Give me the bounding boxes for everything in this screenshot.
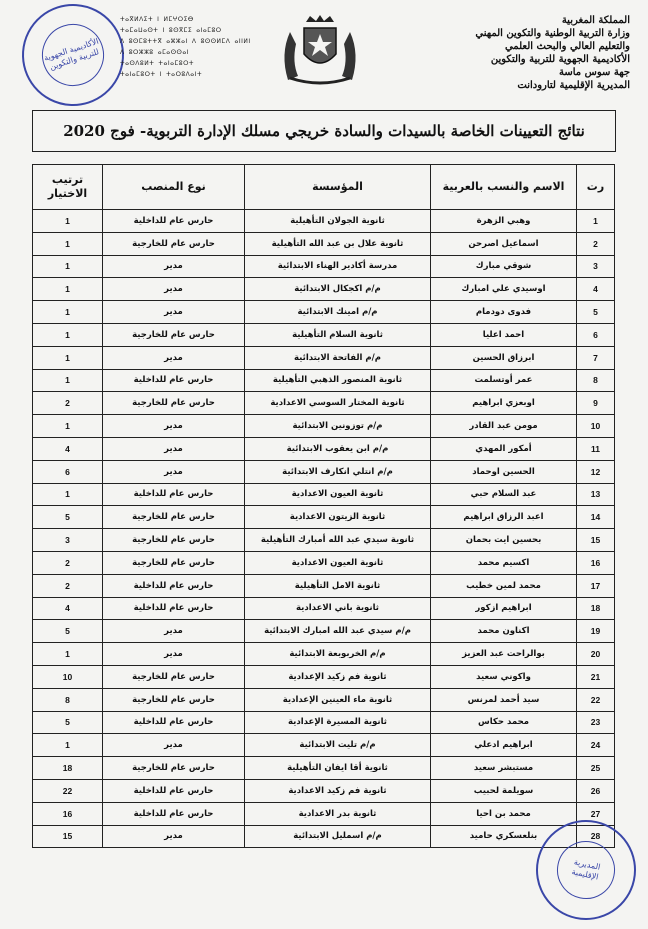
tifinagh-line: ⴷ ⵓⵙⵎⵓⵜⵜⴳ ⴰⵣⵣⴰⵏ ⴷ ⵓⵙⵙⵍⵎⴷ ⴰⵏⵏⵍⵏ (120, 38, 251, 45)
row-institution: م/م الفاتحة الابتدائية (245, 346, 431, 369)
tifinagh-line: ⵜⴰⴳⵍⴷⵉⵜ ⵏ ⵍⵎⵖⵔⵉⴱ (120, 16, 194, 23)
row-name: سيد أحمد لمرنس (431, 688, 577, 711)
row-position: حارس عام للداخلية (103, 597, 245, 620)
ministry-line: وزارة التربية الوطنية والتكوين المهني (475, 28, 630, 39)
row-number: 2 (577, 232, 615, 255)
table-row (33, 802, 615, 825)
row-name: بنلعسكري حاميد (431, 825, 577, 848)
row-rank: 1 (33, 346, 103, 369)
row-position: حارس عام للخارجية (103, 506, 245, 529)
header-num: رت (577, 165, 615, 210)
row-rank: 2 (33, 551, 103, 574)
row-position: مدير (103, 734, 245, 757)
row-position: حارس عام للداخلية (103, 802, 245, 825)
row-number: 10 (577, 415, 615, 438)
row-position: حارس عام للخارجية (103, 688, 245, 711)
row-name: احمد اعليا (431, 323, 577, 346)
row-number: 7 (577, 346, 615, 369)
row-name: مستبشر سعيد (431, 757, 577, 780)
ministry-line: المديرية الإقليمية لتارودانت (517, 80, 630, 91)
row-rank: 22 (33, 779, 103, 802)
row-rank: 1 (33, 278, 103, 301)
row-institution: م/م انتلي انكارف الابتدائية (245, 460, 431, 483)
row-rank: 1 (33, 643, 103, 666)
row-number: 4 (577, 278, 615, 301)
row-number: 18 (577, 597, 615, 620)
row-name: اكسيم محمد (431, 551, 577, 574)
row-institution: ثانوية المختار السوسي الاعدادية (245, 392, 431, 415)
table-row (33, 711, 615, 734)
ministry-header (450, 14, 630, 92)
row-number: 19 (577, 620, 615, 643)
table-row (33, 665, 615, 688)
row-rank: 15 (33, 825, 103, 848)
table-row (33, 597, 615, 620)
tifinagh-header (120, 14, 260, 80)
row-position: حارس عام للداخلية (103, 711, 245, 734)
row-institution: م/م الخربوبعة الابتدائية (245, 643, 431, 666)
row-position: حارس عام للخارجية (103, 757, 245, 780)
row-number: 24 (577, 734, 615, 757)
row-name: ابرزاق الحسين (431, 346, 577, 369)
row-rank: 1 (33, 210, 103, 233)
row-institution: ثانوية سيدي عبد الله أمبارك التأهيلية (245, 529, 431, 552)
table-row (33, 529, 615, 552)
directorate-seal-text: المديرية الإقليمية (570, 857, 602, 882)
row-institution: ثانوية العيون الاعدادية (245, 483, 431, 506)
row-name: اوبعزي ابراهيم (431, 392, 577, 415)
row-institution: ثانوية بدر الاعدادية (245, 802, 431, 825)
row-position: مدير (103, 278, 245, 301)
row-institution: م/م ابن يعقوب الابتدائية (245, 437, 431, 460)
row-position: حارس عام للخارجية (103, 323, 245, 346)
row-name: وهبي الزهرة (431, 210, 577, 233)
table-row (33, 415, 615, 438)
academy-seal-text: الأكاديمية الجهوية للتربية والتكوين (42, 36, 101, 72)
row-institution: ثانوية ماء العينين الإعدادية (245, 688, 431, 711)
academy-seal-stamp (9, 0, 138, 119)
row-position: مدير (103, 255, 245, 278)
table-row (33, 210, 615, 233)
row-number: 16 (577, 551, 615, 574)
row-position: حارس عام للداخلية (103, 369, 245, 392)
row-name: الحسين اوحماد (431, 460, 577, 483)
document-title: نتائج التعيينات الخاصة بالسيدات والسادة خريجي مسلك الإدارة التربوية- فوج 2020 (32, 110, 616, 152)
academy-seal-inner (34, 16, 112, 94)
row-number: 5 (577, 301, 615, 324)
row-institution: م/م اكجكال الابتدائية (245, 278, 431, 301)
row-number: 1 (577, 210, 615, 233)
row-position: حارس عام للداخلية (103, 210, 245, 233)
row-name: محمد حكاس (431, 711, 577, 734)
row-rank: 2 (33, 392, 103, 415)
table-row (33, 437, 615, 460)
row-rank: 6 (33, 460, 103, 483)
row-name: أمكور المهدي (431, 437, 577, 460)
row-name: عمر أوتسلمت (431, 369, 577, 392)
row-institution: ثانوية أقا ايفان التأهيلية (245, 757, 431, 780)
row-position: حارس عام للخارجية (103, 392, 245, 415)
row-rank: 1 (33, 483, 103, 506)
ministry-line: والتعليم العالي والبحث العلمي (504, 41, 630, 52)
table-row (33, 369, 615, 392)
table-row (33, 643, 615, 666)
row-name: عبد السلام حبي (431, 483, 577, 506)
row-institution: م/م تليت الابتدائية (245, 734, 431, 757)
row-number: 22 (577, 688, 615, 711)
row-institution: ثانوية السلام التأهيلية (245, 323, 431, 346)
table-row (33, 460, 615, 483)
row-number: 21 (577, 665, 615, 688)
row-name: بحسين ايت بحمان (431, 529, 577, 552)
row-rank: 8 (33, 688, 103, 711)
row-position: مدير (103, 643, 245, 666)
row-name: واكوني سعيد (431, 665, 577, 688)
table-row (33, 574, 615, 597)
row-rank: 1 (33, 301, 103, 324)
row-position: حارس عام للداخلية (103, 483, 245, 506)
tifinagh-line: ⵜⴰⵎⴰⵡⴰⵙⵜ ⵏ ⵓⵙⴳⵎⵉ ⴰⵏⴰⵎⵓⵔ (120, 27, 222, 34)
row-rank: 1 (33, 415, 103, 438)
row-position: حارس عام للخارجية (103, 551, 245, 574)
row-rank: 5 (33, 506, 103, 529)
row-rank: 1 (33, 255, 103, 278)
ministry-line: المملكة المغربية (561, 15, 630, 26)
row-name: ابراهيم ادعلي (431, 734, 577, 757)
row-institution: م/م امينك الابتدائية (245, 301, 431, 324)
table-row (33, 323, 615, 346)
row-institution: ثانوية الزيتون الاعدادية (245, 506, 431, 529)
row-number: 9 (577, 392, 615, 415)
table-row (33, 734, 615, 757)
row-name: ابراهيم ازكور (431, 597, 577, 620)
table-row (33, 506, 615, 529)
table-row (33, 688, 615, 711)
row-name: اعبد الرزاق ابراهيم (431, 506, 577, 529)
row-position: مدير (103, 346, 245, 369)
row-position: حارس عام للداخلية (103, 574, 245, 597)
row-number: 12 (577, 460, 615, 483)
row-number: 14 (577, 506, 615, 529)
row-name: اكناون محمد (431, 620, 577, 643)
table-row (33, 232, 615, 255)
header-name: الاسم والنسب بالعربية (431, 165, 577, 210)
header-rank: ترتيب الاختيار (33, 165, 103, 210)
row-rank: 1 (33, 734, 103, 757)
header-position: نوع المنصب (103, 165, 245, 210)
row-rank: 4 (33, 597, 103, 620)
tifinagh-line: ⵜⴰⵙⴷⵓⵍⵜ ⵜⴰⵏⴰⵎⵓⵔⵜ (120, 60, 195, 67)
table-row (33, 779, 615, 802)
appointments-table (32, 164, 615, 848)
row-number: 8 (577, 369, 615, 392)
row-number: 23 (577, 711, 615, 734)
row-name: بوالراحت عبد العزيز (431, 643, 577, 666)
row-rank: 5 (33, 620, 103, 643)
row-position: حارس عام للداخلية (103, 779, 245, 802)
table-header-row (33, 165, 615, 210)
row-institution: ثانوية الجولان التأهيلية (245, 210, 431, 233)
directorate-seal-inner (552, 836, 621, 905)
row-position: مدير (103, 620, 245, 643)
row-name: اسماعيل اصرحن (431, 232, 577, 255)
row-position: مدير (103, 301, 245, 324)
row-rank: 10 (33, 665, 103, 688)
row-number: 3 (577, 255, 615, 278)
row-number: 6 (577, 323, 615, 346)
row-name: شوقي مبارك (431, 255, 577, 278)
row-position: مدير (103, 460, 245, 483)
row-rank: 2 (33, 574, 103, 597)
row-number: 17 (577, 574, 615, 597)
table-row (33, 255, 615, 278)
table-row (33, 346, 615, 369)
row-institution: ثانوية علال بن عبد الله التأهيلية (245, 232, 431, 255)
header-institution: المؤسسة (245, 165, 431, 210)
row-institution: ثانوية فم زكيد الإعدادية (245, 665, 431, 688)
table-row (33, 483, 615, 506)
table-row (33, 392, 615, 415)
row-position: مدير (103, 825, 245, 848)
table-row (33, 278, 615, 301)
tifinagh-line: ⵜⴰⵏⴰⵎⵓⵔⵜ ⵏ ⵜⴰⵔⵓⴷⴰⵏⵜ (120, 71, 203, 78)
row-name: اوسيدي علي امبارك (431, 278, 577, 301)
row-name: مومن عبد القادر (431, 415, 577, 438)
table-row (33, 757, 615, 780)
ministry-line: الأكاديمية الجهوية للتربية والتكوين (490, 54, 630, 65)
row-number: 15 (577, 529, 615, 552)
row-position: حارس عام للخارجية (103, 529, 245, 552)
row-institution: م/م اسمليل الابتدائية (245, 825, 431, 848)
row-institution: م/م توزونين الابتدائية (245, 415, 431, 438)
row-position: مدير (103, 415, 245, 438)
table-body (33, 210, 615, 848)
row-rank: 3 (33, 529, 103, 552)
row-rank: 1 (33, 232, 103, 255)
row-number: 25 (577, 757, 615, 780)
row-institution: ثانوية المنصور الذهبي التأهيلية (245, 369, 431, 392)
row-number: 28 (577, 825, 615, 848)
row-rank: 18 (33, 757, 103, 780)
row-rank: 4 (33, 437, 103, 460)
row-name: محمد لمين خطيب (431, 574, 577, 597)
ministry-line: جهة سوس ماسة (558, 67, 630, 78)
row-institution: ثانوية باني الاعدادية (245, 597, 431, 620)
tifinagh-line: ⴷ ⵓⵔⵣⵣⵓ ⴰⵎⴰⵙⵙⴰⵏ (120, 49, 189, 56)
row-institution: ثانوية المسيرة الإعدادية (245, 711, 431, 734)
table-row (33, 551, 615, 574)
row-number: 27 (577, 802, 615, 825)
row-number: 13 (577, 483, 615, 506)
row-number: 20 (577, 643, 615, 666)
row-name: فدوى دودمام (431, 301, 577, 324)
table-row (33, 825, 615, 848)
row-position: حارس عام للخارجية (103, 232, 245, 255)
row-institution: ثانوية فم زكيد الاعدادية (245, 779, 431, 802)
row-rank: 16 (33, 802, 103, 825)
row-rank: 1 (33, 323, 103, 346)
row-number: 11 (577, 437, 615, 460)
row-rank: 1 (33, 369, 103, 392)
table-row (33, 620, 615, 643)
royal-emblem-icon (276, 14, 364, 86)
row-institution: ثانوية العيون الاعدادية (245, 551, 431, 574)
row-position: حارس عام للخارجية (103, 665, 245, 688)
row-rank: 5 (33, 711, 103, 734)
row-position: مدير (103, 437, 245, 460)
row-number: 26 (577, 779, 615, 802)
row-institution: م/م سيدي عبد الله امبارك الابتدائية (245, 620, 431, 643)
row-institution: ثانوية الامل التأهيلية (245, 574, 431, 597)
row-name: محمد بن احيا (431, 802, 577, 825)
row-name: سويلمة لحبيب (431, 779, 577, 802)
table-row (33, 301, 615, 324)
row-institution: مدرسة أكادير الهناء الابتدائية (245, 255, 431, 278)
